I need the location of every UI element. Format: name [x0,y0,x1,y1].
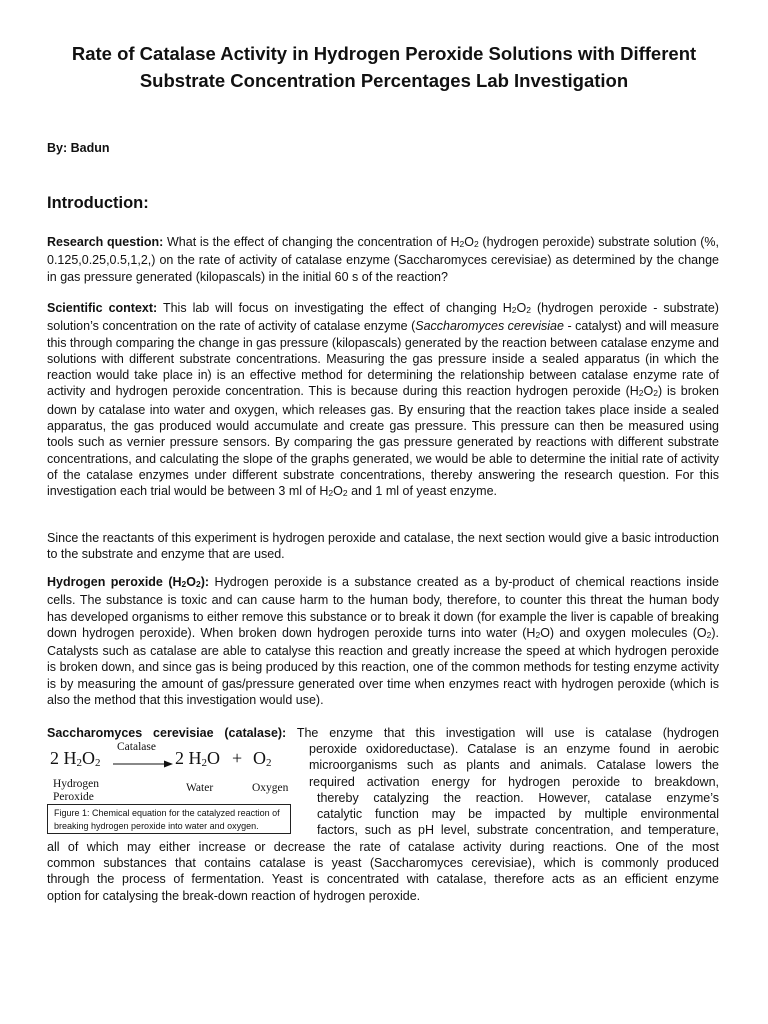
chemical-equation-figure [47,738,305,810]
water-label: Water [186,782,214,794]
catalase-line: catalytic function may be impacted by multiple environmental [317,807,719,821]
research-question-label: Research question: [47,235,164,249]
scientific-context-paragraph: Scientific context: This lab will focus on investigating the effect of changing H2O2 (hydrogen peroxide - substrate) solution’s concentration on the rate of activity of catalase enzyme (Saccharomyces cerevisiae - catalyst) and will measure this through comparing the change in gas pressure (kilopascals) generated by the reaction between catalase enzyme and solutions with different substrate concentrations. Measuring the gas pressure inside a sealed apparatus (in which the reaction would take place in) is an effective method for determining the relationship between catalase enzyme rate of activity and hydrogen peroxide concentration. This is because during this reaction hydrogen peroxide (H2O2) is broken down by catalase into water and oxygen, which releases gas. By ensuring that the reaction takes place inside a sealed apparatus, the gas produced would accumulate and create gas pressure. This pressure can then be measured using tools such as vernier pressure sensors. By comparing the gas pressure generated by reactions with different substrate concentrations, and calculating the slope of the graphs generated, we would be able to determine the initial rate of activity of the catalase enzymes under different substrate concentrations, thereby answering the research question. For this investigation each trial would be between 3 ml of H2O2 and 1 ml of yeast enzyme. [47,301,719,499]
author-line: By: Badun [47,141,110,155]
catalase-line: through the process of fermentation. Yeast is concentrated with catalase, therefore acts as an efficient enzyme [47,872,719,886]
document-title: Rate of Catalase Activity in Hydrogen Peroxide Solutions with Different Substrate Concentration Percentages Lab Investigation [71,43,697,91]
catalase-line: required activation energy for hydrogen peroxide to breakdown, [309,775,719,789]
equation-product-oxygen: O2 [253,748,272,769]
hydrogen-peroxide-paragraph: Hydrogen peroxide (H2O2): Hydrogen peroxide is a substance created as a by-product of chemical reactions inside cells. The substance is toxic and can cause harm to the human body, therefore, to counter this threat the human body has developed organisms to either remove this substance or to break it down (for example the liver is capable of breaking down hydrogen peroxide). When broken down hydrogen peroxide turns into water (H2O) and oxygen molecules (O2). Catalysts such as catalase are able to catalyse this reaction and greatly increase the speed at which hydrogen peroxide is broken down, and since gas is being produced by this reaction, one of the common methods for testing enzyme activity is by measuring the amount of gas/pressure generated over time when enzymes react with hydrogen peroxide (which is also the method that this investigation would use). [47,575,719,708]
catalase-line: common substances that contains catalase is yeast (Saccharomyces cerevisiae), which is commonly produced [47,856,719,870]
equation-product-water: 2 H2O [175,748,220,769]
catalase-line: peroxide oxidoreductase). Catalase is an enzyme found in aerobic [309,742,719,756]
catalase-line: all of which may either increase or decrease the rate of catalase activity during reactions. One of the most [47,840,719,854]
figure-caption: Figure 1: Chemical equation for the catalyzed reaction of breaking hydrogen peroxide into water and oxygen. [47,804,291,834]
catalase-line: Saccharomyces cerevisiae (catalase): The enzyme that this investigation will use is catalase (hydrogen [47,726,719,740]
scientific-context-label: Scientific context: [47,301,158,315]
reactant-label-line-1: Hydrogen [53,778,99,790]
transition-paragraph: Since the reactants of this experiment is hydrogen peroxide and catalase, the next section would give a basic introduction to the substrate and enzyme that are used. [47,531,719,562]
hydrogen-peroxide-label: Hydrogen peroxide (H2O2): [47,575,210,589]
catalase-line: factors, such as pH level, substrate concentration, and temperature, [317,823,719,837]
reactant-label-line-2: Peroxide [53,791,94,803]
catalase-label: Saccharomyces cerevisiae (catalase): [47,726,287,740]
catalase-line: thereby catalyzing the reaction. However, catalase enzyme’s [317,791,719,805]
oxygen-label: Oxygen [252,782,289,794]
catalase-line: microorganisms such as plants and animals. Catalase lowers the [309,758,719,772]
section-heading-introduction: Introduction: [47,194,149,212]
equation-reactant: 2 H2O2 [50,748,101,769]
reaction-arrow-icon [113,759,173,769]
equation-arrow-label: Catalase [117,741,156,753]
research-question-paragraph: Research question: What is the effect of changing the concentration of H2O2 (hydrogen peroxide) substrate solution (%, 0.125,0.25,0.5,1,2,) on the rate of activity of catalase enzyme (Saccharomyces cerevisiae) as determined by the change in gas pressure generated (kilopascals) in the initial 60 s of the reaction? [47,235,719,284]
catalase-line: option for catalysing the break-down reaction of hydrogen peroxide. [47,889,421,903]
equation-plus: + [232,748,243,768]
